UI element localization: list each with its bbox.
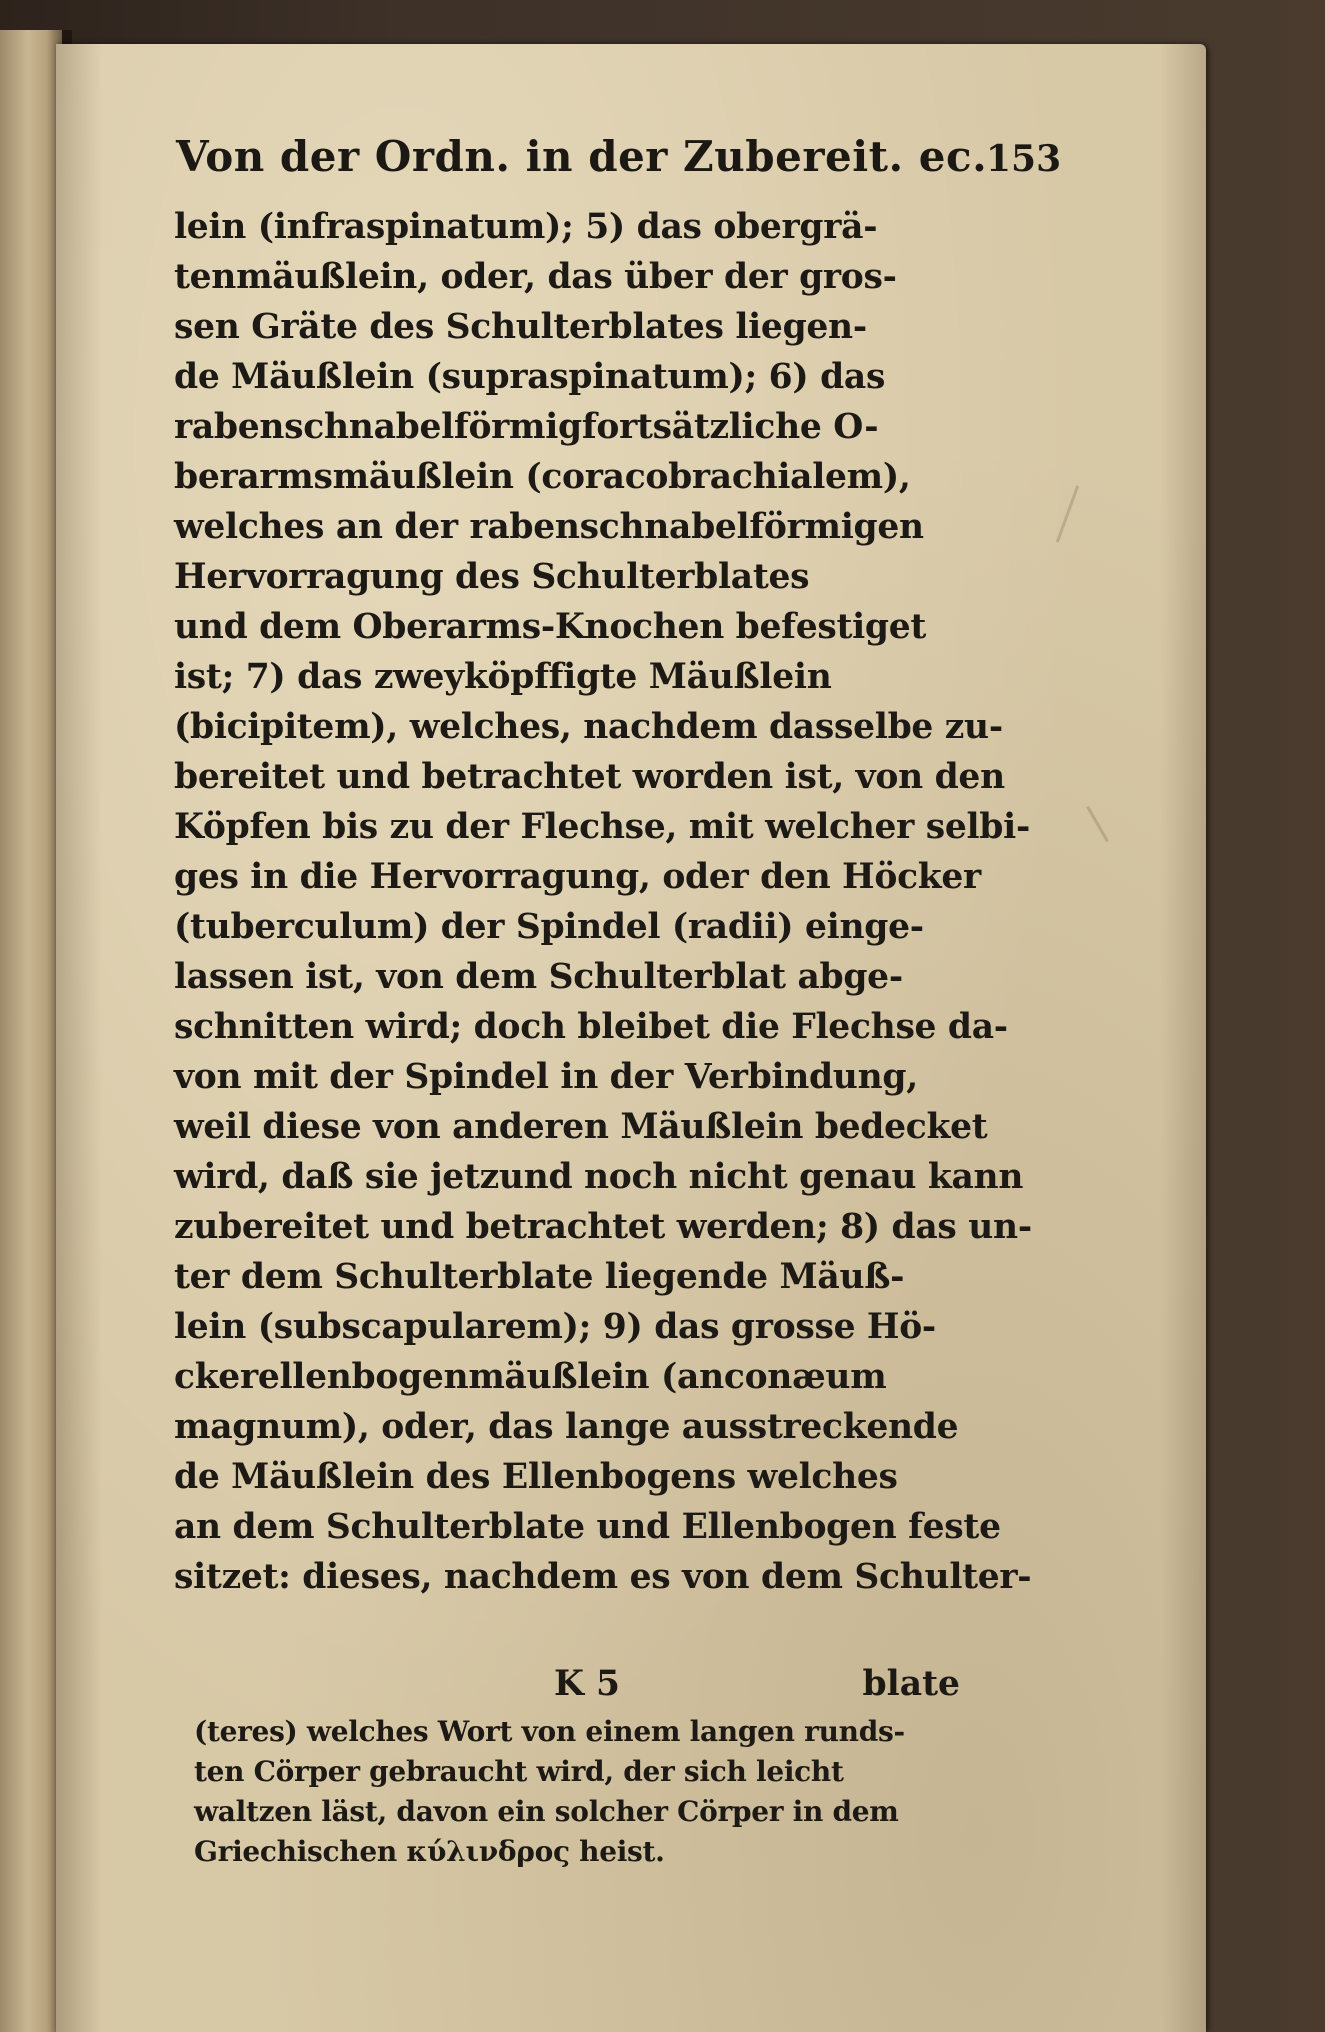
body-line: lein (infraspinatum); 5) das obergrä- [174,207,878,247]
body-line: weil diese von anderen Mäußlein bedecket [174,1107,988,1147]
body-line: ter dem Schulterblate liegende Mäuß- [174,1257,905,1297]
body-line: Köpfen bis zu der Flechse, mit welcher selbi- [174,807,1030,847]
footnote-line: ten Cörper gebraucht wird, der sich leicht [194,1755,844,1788]
footnote [194,1712,974,1872]
body-line: bereitet und betrachtet worden ist, von den [174,757,1005,797]
left-page-edge [0,30,64,2032]
signature-row [174,1659,974,1709]
running-title: Von der Ordn. in der Zubereit. ec. [176,132,988,181]
body-line: rabenschnabelförmigfortsätzliche O- [174,407,879,447]
body-line: lassen ist, von dem Schulterblat abge- [174,957,903,997]
page-crease [1086,806,1109,842]
body-line: an dem Schulterblate und Ellenbogen feste [174,1507,1001,1547]
page-crease [1056,485,1079,542]
book-page [56,44,1206,2032]
body-line: berarmsmäußlein (coracobrachialem), [174,457,911,497]
body-line: sen Gräte des Schulterblates liegen- [174,307,867,347]
body-line: schnitten wird; doch bleibet die Flechse da- [174,1007,1008,1047]
footnote-line: waltzen läst, davon ein solcher Cörper in dem [194,1795,899,1828]
body-line: (tuberculum) der Spindel (radii) einge- [174,907,924,947]
catchword: blate [862,1664,960,1704]
signature-mark: K 5 [554,1664,621,1704]
body-line: Hervorragung des Schulterblates [174,557,810,597]
body-line: und dem Oberarms-Knochen befestiget [174,607,927,647]
footnote-line: (teres) welches Wort von einem langen runds- [194,1715,905,1748]
body-line: ist; 7) das zweyköpffigte Mäußlein [174,657,832,697]
page-number: 153 [986,138,1062,180]
body-line: ckerellenbogenmäußlein (anconæum [174,1357,887,1397]
body-line: zubereitet und betrachtet werden; 8) das un- [174,1207,1032,1247]
body-line: welches an der rabenschnabelförmigen [174,507,924,547]
footnote-line: Griechischen κύλινδρος heist. [194,1835,665,1868]
body-line: ges in die Hervorragung, oder den Höcker [174,857,981,897]
body-text [174,202,1032,1602]
body-line: sitzet: dieses, nachdem es von dem Schulter- [174,1557,1032,1597]
body-line: de Mäußlein des Ellenbogens welches [174,1457,898,1497]
body-line: von mit der Spindel in der Verbindung, [174,1057,918,1097]
body-line: lein (subscapularem); 9) das grosse Hö- [174,1307,936,1347]
body-line: (bicipitem), welches, nachdem dasselbe zu- [174,707,1003,747]
body-line: tenmäußlein, oder, das über der gros- [174,257,897,297]
body-line: wird, daß sie jetzund noch nicht genau kann [174,1157,1024,1197]
body-line: de Mäußlein (supraspinatum); 6) das [174,357,886,397]
body-line: magnum), oder, das lange ausstreckende [174,1407,959,1447]
